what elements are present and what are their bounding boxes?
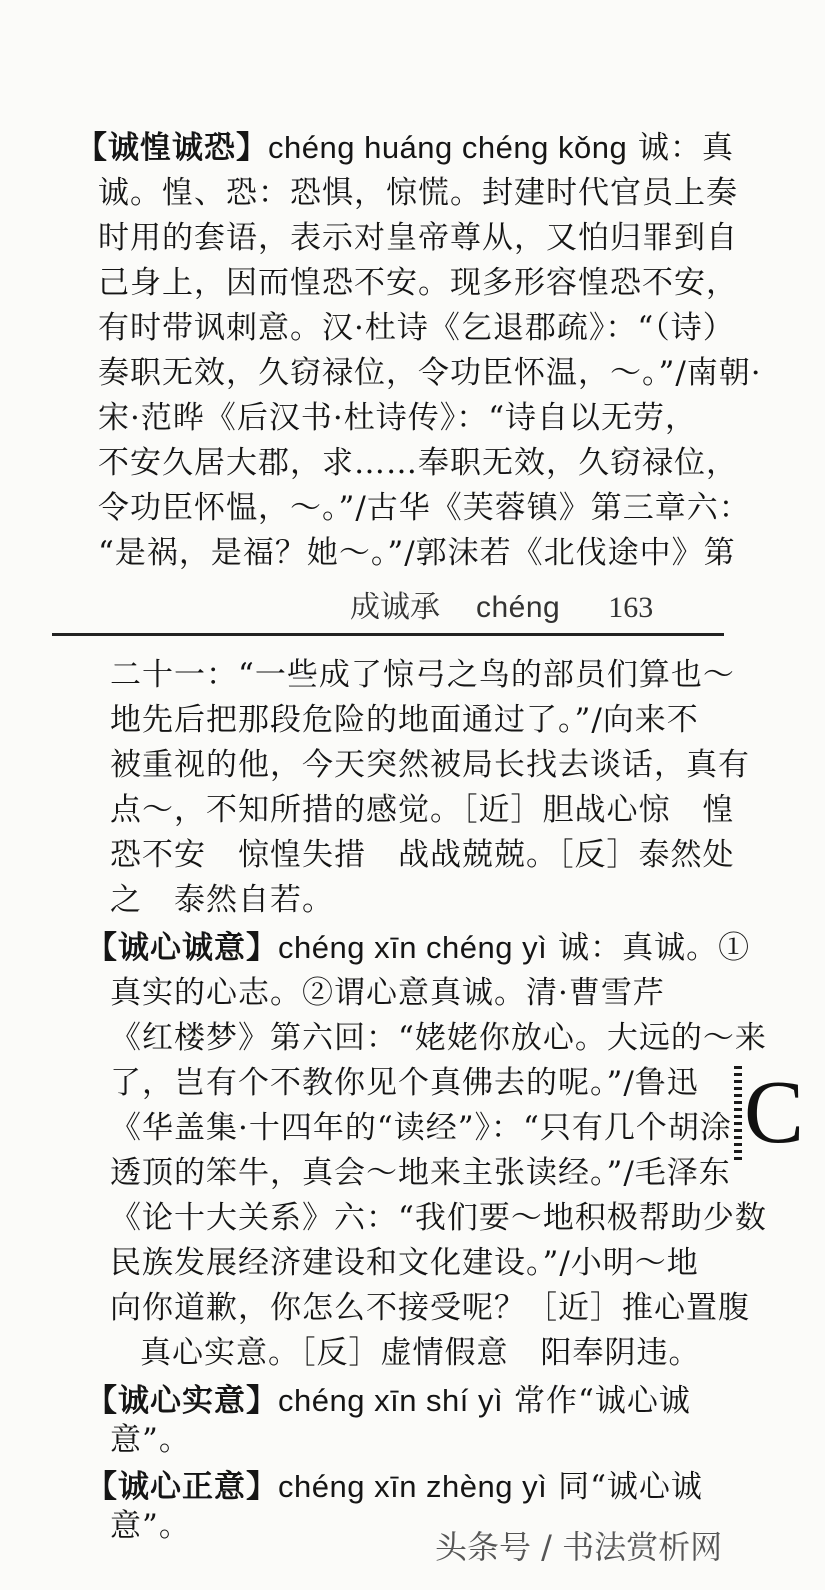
- text-line: 己身上，因而惶恐不安。现多形容惶恐不安，: [98, 265, 738, 301]
- entry-chengxin-zhengyi: [86, 1467, 703, 1507]
- text-line: 宋·范晔《后汉书·杜诗传》：“诗自以无劳，: [98, 400, 698, 436]
- watermark: 头条号 / 书法赏析网: [435, 1528, 723, 1566]
- text-line: “是祸，是福？她～。”/郭沫若《北伐途中》第: [98, 535, 736, 571]
- text-line: 真心实意。［反］虚情假意 阳奉阴违。: [140, 1335, 701, 1371]
- entry-pinyin: chéng xīn shí yì: [278, 1383, 504, 1418]
- header-rule: [52, 633, 724, 636]
- text-line: 不安久居大郡，求……奉职无效，久窃禄位，: [98, 445, 738, 481]
- text-line: 意”。: [110, 1422, 191, 1458]
- text-line: 时用的套语，表示对皇帝尊从，又怕归罪到自: [98, 220, 738, 256]
- text-line: 有时带讽刺意。汉·杜诗《乞退郡疏》：“（诗）: [98, 310, 735, 346]
- text-line: 《华盖集·十四年的“读经”》：“只有几个胡涂: [110, 1110, 732, 1146]
- page-header: [350, 588, 653, 628]
- thumb-index-letter: C: [742, 1058, 806, 1168]
- text-line: 奏职无效，久窃禄位，令功臣怀温，～。”/南朝·: [98, 355, 762, 391]
- entry-definition-start: 常作“诚心诚: [503, 1383, 691, 1419]
- entry-headword: 【诚心诚意】: [86, 930, 278, 966]
- text-line: 之 泰然自若。: [110, 882, 334, 918]
- entry-definition-start: 诚：真: [627, 130, 735, 166]
- entry-headword: 【诚心正意】: [86, 1469, 278, 1505]
- header-pinyin: chéng: [476, 591, 561, 624]
- text-line: 《论十大关系》六：“我们要～地积极帮助少数: [110, 1200, 767, 1236]
- text-line: 意”。: [110, 1508, 191, 1544]
- text-line: 恐不安 惊惶失措 战战兢兢。［反］泰然处: [110, 837, 735, 873]
- header-chars: 成诚承: [350, 590, 440, 625]
- text-line: 被重视的他，今天突然被局长找去谈话，真有: [110, 747, 750, 783]
- entry-headword: 【诚惶诚恐】: [76, 130, 268, 166]
- entry-pinyin: chéng xīn chéng yì: [278, 930, 548, 965]
- entry-pinyin: chéng xīn zhèng yì: [278, 1469, 548, 1504]
- text-line: 了，岂有个不教你见个真佛去的呢。”/鲁迅: [110, 1065, 699, 1101]
- text-line: 地先后把那段危险的地面通过了。”/向来不: [110, 702, 699, 738]
- text-line: 真实的心志。②谓心意真诚。清·曹雪芹: [110, 975, 665, 1011]
- text-line: 令功臣怀愠，～。”/古华《芙蓉镇》第三章六：: [98, 490, 751, 526]
- entry-chengxin-shiyi: [86, 1381, 691, 1421]
- page-number: 163: [608, 591, 654, 624]
- entry-chenghuang: [76, 128, 734, 168]
- text-line: 二十一：“一些成了惊弓之鸟的部员们算也～: [110, 657, 735, 693]
- text-line: 向你道歉，你怎么不接受呢？［近］推心置腹: [110, 1290, 750, 1326]
- entry-headword: 【诚心实意】: [86, 1383, 278, 1419]
- entry-definition-start: 同“诚心诚: [547, 1469, 703, 1505]
- entry-definition-start: 诚：真诚。①: [547, 930, 751, 966]
- text-line: 民族发展经济建设和文化建设。”/小明～地: [110, 1245, 699, 1281]
- entry-pinyin: chéng huáng chéng kǒng: [268, 130, 628, 165]
- text-line: 《红楼梦》第六回：“姥姥你放心。大远的～来: [110, 1020, 767, 1056]
- text-line: 点～，不知所措的感觉。［近］胆战心惊 惶: [110, 792, 735, 828]
- text-line: 诚。惶、恐：恐惧，惊慌。封建时代官员上奏: [98, 175, 738, 211]
- text-line: 透顶的笨牛，真会～地来主张读经。”/毛泽东: [110, 1155, 731, 1191]
- entry-chengxin-chengyi: [86, 928, 750, 968]
